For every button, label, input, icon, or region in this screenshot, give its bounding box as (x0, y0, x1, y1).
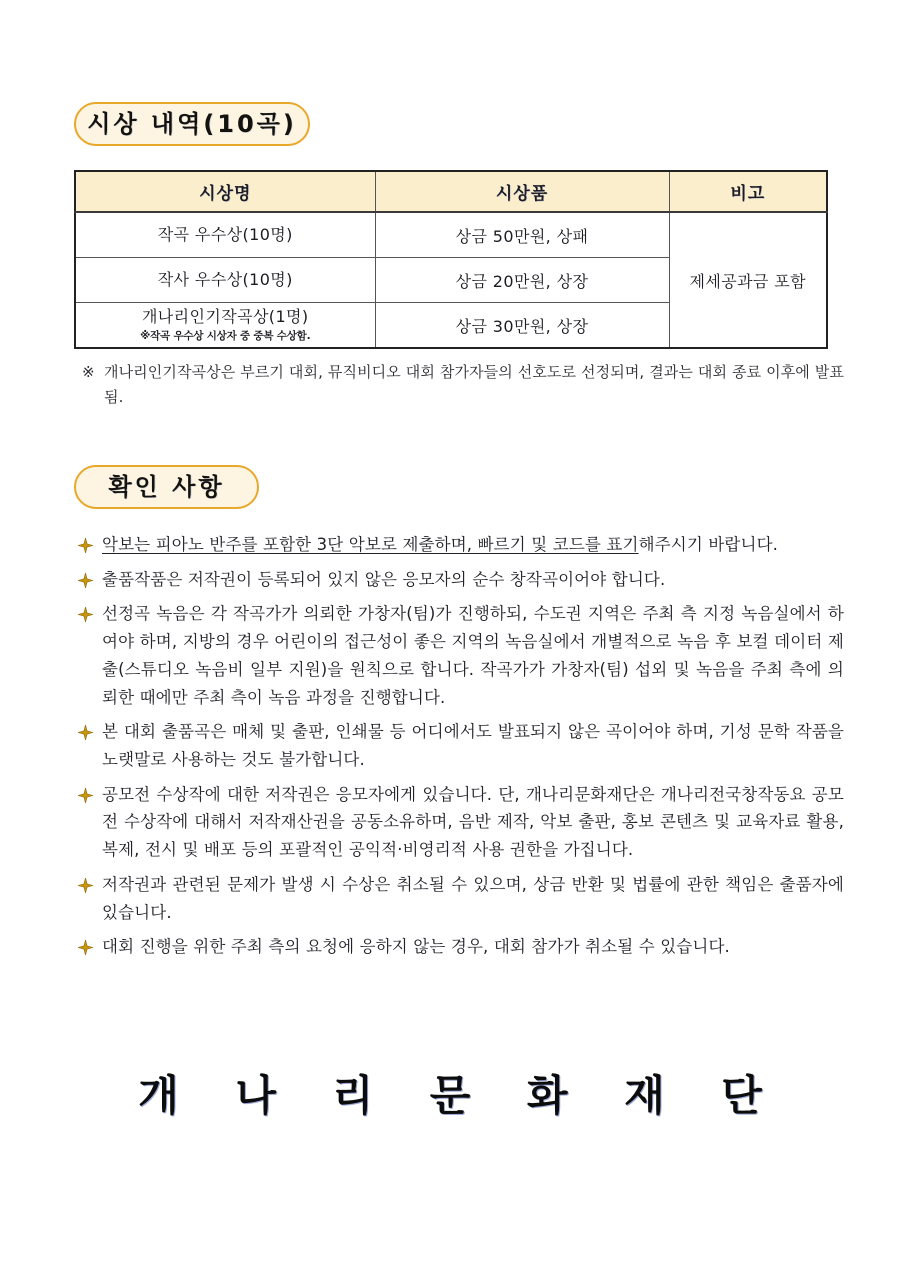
award-name-subnote: ※작곡 우수상 시상자 중 중복 수상함. (140, 330, 311, 343)
diamond-bullet-icon (78, 725, 93, 740)
diamond-bullet-icon (78, 538, 93, 553)
diamond-bullet-icon (78, 573, 93, 588)
footnote-mark-icon: ※ (82, 363, 95, 381)
table-header-row (75, 171, 827, 212)
cell-award-name (75, 303, 375, 349)
list-item (78, 781, 844, 864)
list-item-text: 대회 진행을 위한 주최 측의 요청에 응하지 않는 경우, 대회 참가가 취소될 수 있습니다. (102, 937, 730, 957)
column-header-award-name: 시상명 (75, 171, 375, 212)
column-header-award-prize: 시상품 (375, 171, 669, 212)
list-item (78, 871, 844, 926)
award-name-text: 작사 우수상(10명) (157, 270, 293, 289)
list-item (78, 600, 844, 711)
section-badge-notice: 확인 사항 (74, 465, 259, 509)
cell-award-prize: 상금 20만원, 상장 (375, 258, 669, 303)
cell-award-name (75, 258, 375, 303)
list-item-text: 저작권과 관련된 문제가 발생 시 수상은 취소될 수 있으며, 상금 반환 및 법률에 관한 책임은 출품자에 있습니다. (102, 874, 844, 922)
column-header-remark: 비고 (669, 171, 827, 212)
award-name-text: 작곡 우수상(10명) (157, 225, 293, 244)
footnote-text: 개나리인기작곡상은 부르기 대회, 뮤직비디오 대회 참가자들의 선호도로 선정되며, 결과는 대회 종료 이후에 발표됨. (104, 363, 844, 406)
list-item-text: 선정곡 녹음은 각 작곡가가 의뢰한 가창자(팀)가 진행하되, 수도권 지역은 주최 측 지정 녹음실에서 하여야 하며, 지방의 경우 어린이의 접근성이 좋은 지역의 녹음실에서 개별적으로 녹음 후 보컬 데이터 제출(스튜디오 녹음비 일부 지원)을 원칙으로 합니다. 작곡가가 가창자(팀) 섭외 및 녹음을 주최 측에 의뢰한 때에만 주최 측이 녹음 과정을 진행합니다. (102, 604, 844, 707)
list-item-text-plain: 해주시기 바랍니다. (638, 535, 779, 554)
cell-award-prize: 상금 30만원, 상장 (375, 303, 669, 349)
award-name-text: 개나리인기작곡상(1명) (141, 307, 309, 327)
table-row (75, 212, 827, 258)
awards-table (74, 170, 828, 349)
diamond-bullet-icon (78, 788, 93, 803)
diamond-bullet-icon (78, 940, 93, 955)
list-item (78, 531, 844, 559)
list-item (78, 566, 844, 594)
list-item-text: 공모전 수상작에 대한 저작권은 응모자에게 있습니다. 단, 개나리문화재단은 개나리전국창작동요 공모전 수상작에 대해서 저작재산권을 공동소유하며, 음반 제작, 악보 출판, 홍보 콘텐츠 및 교육자료 활용, 복제, 전시 및 배포 등의 포괄적인 공익적·비영리적 사용 권한을 가집니다. (102, 784, 844, 860)
cell-award-prize: 상금 50만원, 상패 (375, 212, 669, 258)
diamond-bullet-icon (78, 878, 93, 893)
notice-list (78, 531, 844, 961)
list-item (78, 718, 844, 773)
diamond-bullet-icon (78, 607, 93, 622)
awards-footnote (82, 360, 844, 410)
section-badge-awards: 시상 내역(10곡) (74, 102, 310, 146)
awards-table-container (74, 170, 826, 349)
cell-remark: 제세공과금 포함 (669, 212, 827, 348)
list-item-text: 본 대회 출품곡은 매체 및 출판, 인쇄물 등 어디에서도 발표되지 않은 곡이어야 하며, 기성 문학 작품을 노랫말로 사용하는 것도 불가합니다. (102, 722, 844, 770)
list-item (78, 933, 844, 961)
list-item-text-underlined: 악보는 피아노 반주를 포함한 3단 악보로 제출하며, 빠르기 및 코드를 표기 (102, 535, 639, 554)
list-item-text: 출품작품은 저작권이 등록되어 있지 않은 응모자의 순수 창작곡이어야 합니다. (102, 569, 666, 589)
cell-award-name (75, 212, 375, 258)
organization-name: 개 나 리 문 화 재 단 (138, 1071, 783, 1120)
